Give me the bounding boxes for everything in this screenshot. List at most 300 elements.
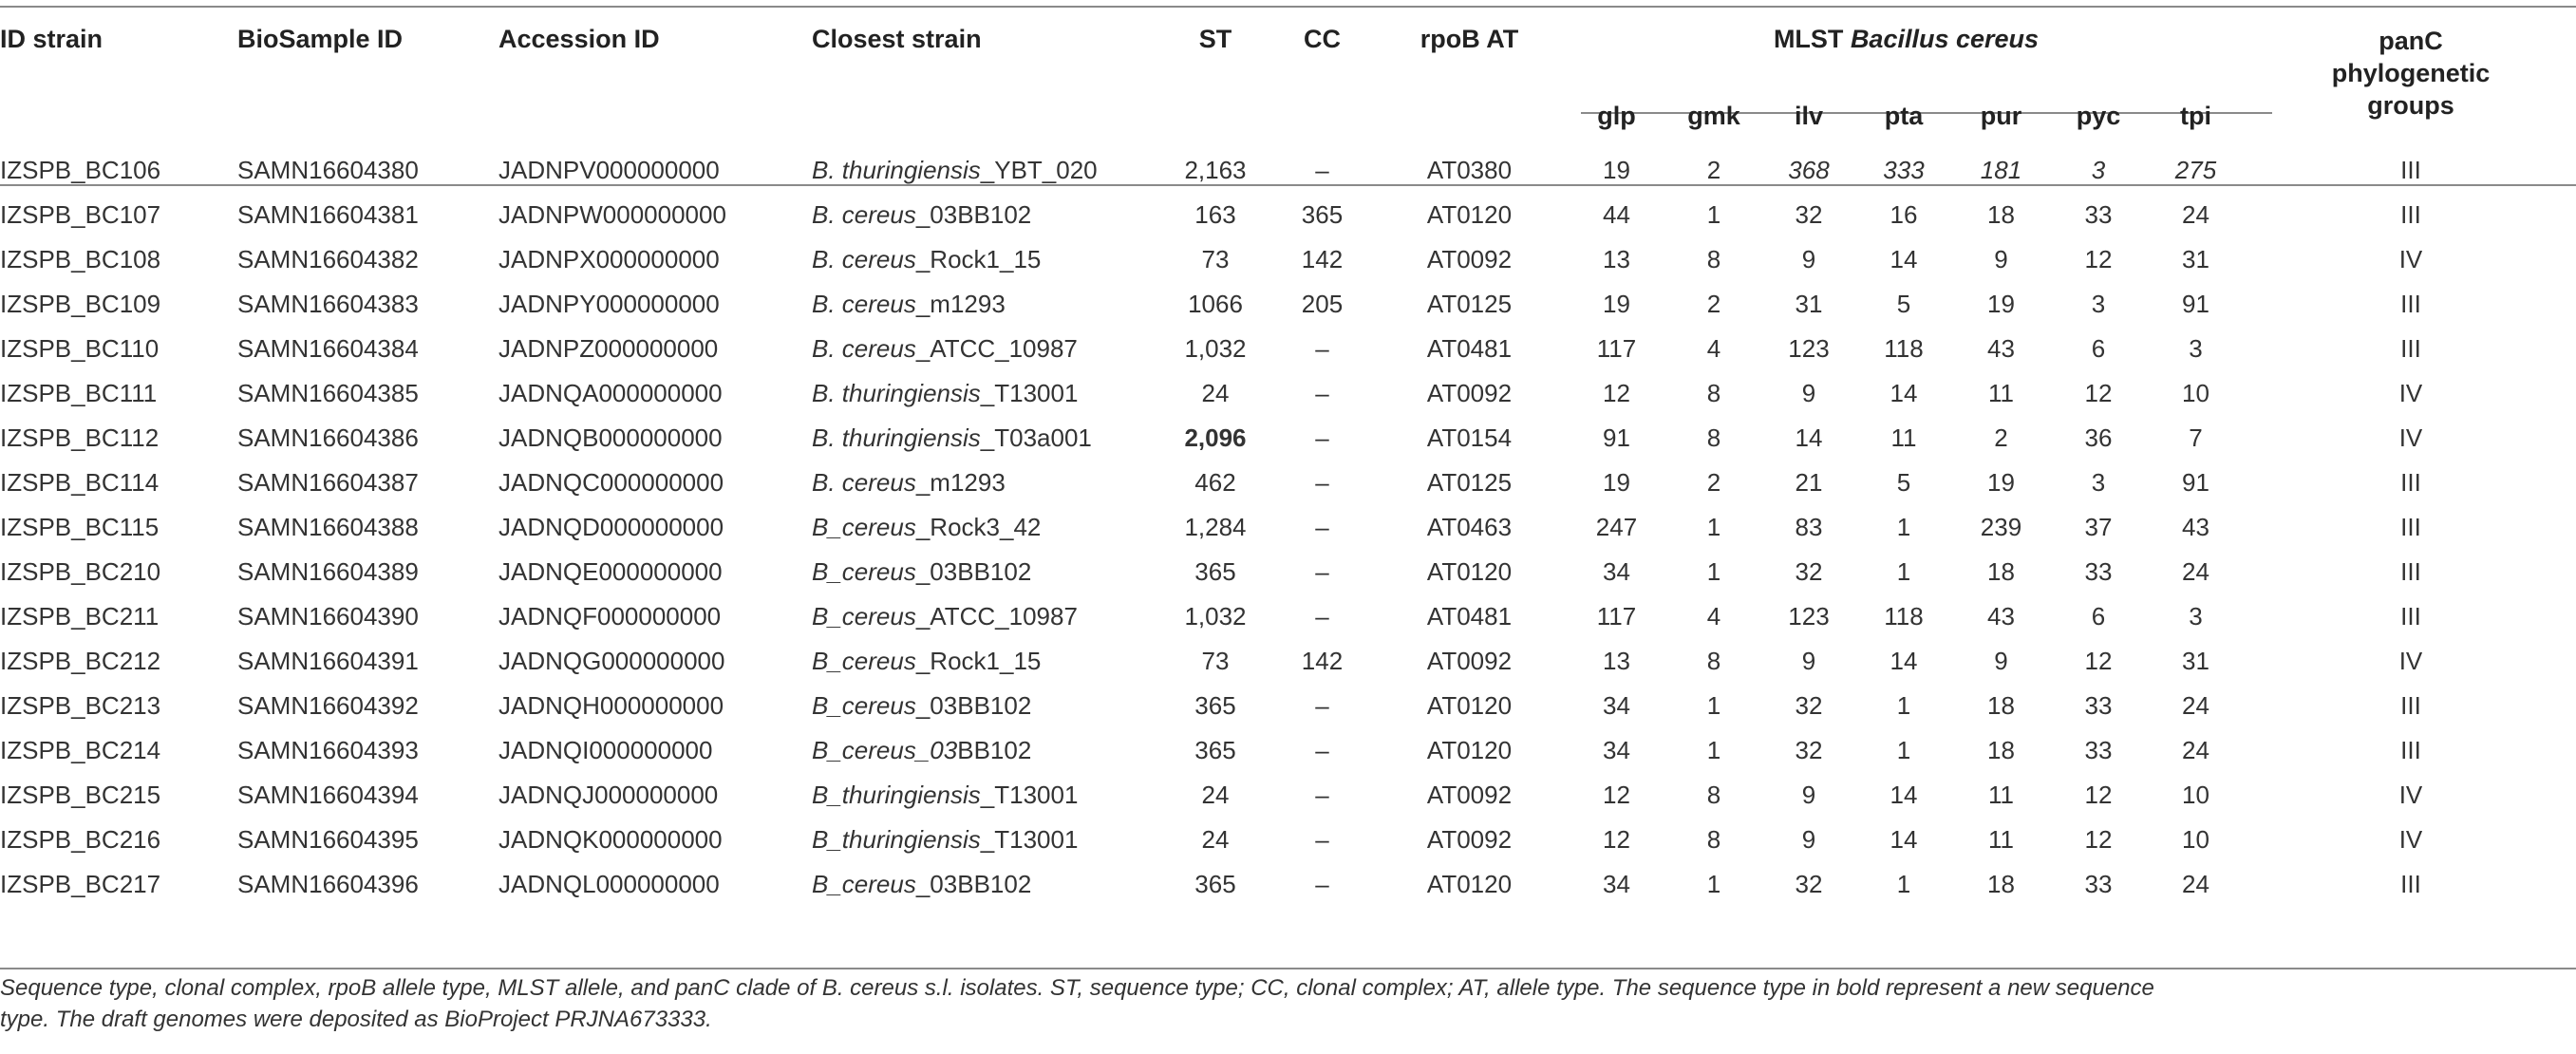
cell-closest-strain xyxy=(812,327,1158,371)
col-biosample: BioSample ID xyxy=(237,25,404,53)
cell-allele: 2 xyxy=(1706,156,1721,184)
table-row xyxy=(0,461,2576,505)
panc-line1: panC xyxy=(2379,27,2443,55)
table-row xyxy=(0,818,2576,862)
cell-allele: 1 xyxy=(1706,513,1721,541)
cell-panc: III xyxy=(2400,334,2421,363)
cell-allele: 14 xyxy=(1890,781,1918,809)
cell-st: 462 xyxy=(1194,468,1236,497)
table-row xyxy=(0,550,2576,594)
table-row xyxy=(0,684,2576,728)
cell-allele: 33 xyxy=(2084,200,2113,229)
cell-cc: – xyxy=(1315,825,1329,854)
cell-allele: 117 xyxy=(1596,602,1637,631)
table-row xyxy=(0,237,2576,282)
cell-allele: 19 xyxy=(1987,468,2015,497)
cell-allele: 333 xyxy=(1883,156,1925,184)
cell-allele: 368 xyxy=(1788,156,1830,184)
cell-rpob: AT0380 xyxy=(1426,156,1513,184)
cell-closest-strain xyxy=(812,148,1158,193)
cell-allele: 33 xyxy=(2084,691,2113,720)
cell-allele: 18 xyxy=(1987,200,2015,229)
table-row xyxy=(0,773,2576,818)
closest-strain-id: _03BB102 xyxy=(915,870,1032,898)
cell-allele: 9 xyxy=(1994,647,2008,675)
cell-allele: 3 xyxy=(2189,334,2203,363)
cell-st: 24 xyxy=(1201,781,1230,809)
cell-biosample: SAMN16604383 xyxy=(237,290,419,318)
col-id-strain: ID strain xyxy=(0,25,103,53)
cell-allele: 2 xyxy=(1706,468,1721,497)
cell-allele: 3 xyxy=(2189,602,2203,631)
cell-allele: 9 xyxy=(1994,245,2008,273)
table-body xyxy=(0,148,2576,907)
closest-genus: B_thuringiensis xyxy=(812,825,981,854)
col-mlst xyxy=(1567,6,2246,84)
col-allele: ilv xyxy=(1794,101,1824,130)
table-caption xyxy=(0,972,2564,1035)
cell-allele: 19 xyxy=(1603,468,1630,497)
cell-biosample: SAMN16604391 xyxy=(237,647,419,675)
cell-closest-strain xyxy=(812,684,1158,728)
cell-panc: IV xyxy=(2398,781,2423,809)
cell-allele: 43 xyxy=(2182,513,2209,541)
cell-accession: JADNQJ000000000 xyxy=(498,781,719,809)
closest-genus: B. cereus xyxy=(812,290,916,318)
cell-cc: 142 xyxy=(1301,245,1344,273)
cell-accession: JADNQD000000000 xyxy=(498,513,724,541)
cell-accession: JADNQK000000000 xyxy=(498,825,723,854)
cell-allele: 10 xyxy=(2182,825,2209,854)
cell-allele: 9 xyxy=(1801,379,1816,407)
col-allele: tpi xyxy=(2180,101,2211,130)
table-row xyxy=(0,282,2576,327)
cell-allele: 31 xyxy=(2182,647,2209,675)
cell-rpob: AT0125 xyxy=(1426,468,1513,497)
cell-panc: IV xyxy=(2398,825,2423,854)
panc-line2: phylogenetic xyxy=(2331,59,2491,87)
cell-allele: 8 xyxy=(1706,647,1721,675)
cell-allele: 34 xyxy=(1603,691,1630,720)
cell-allele: 34 xyxy=(1603,870,1630,898)
cell-st: 2,096 xyxy=(1184,423,1247,452)
cell-cc: – xyxy=(1315,334,1329,363)
closest-genus: B_cereus xyxy=(812,557,916,586)
cell-allele: 18 xyxy=(1987,557,2015,586)
cell-allele: 32 xyxy=(1795,557,1823,586)
cell-allele: 8 xyxy=(1706,423,1721,452)
cell-allele: 1 xyxy=(1896,870,1911,898)
cell-biosample: SAMN16604396 xyxy=(237,870,419,898)
closest-genus: B_cereus xyxy=(812,513,916,541)
cell-id-strain: IZSPB_BC110 xyxy=(0,334,160,363)
cell-allele: 32 xyxy=(1795,691,1823,720)
cell-allele: 18 xyxy=(1987,870,2015,898)
closest-strain-id: _T13001 xyxy=(980,379,1079,407)
cell-biosample: SAMN16604384 xyxy=(237,334,419,363)
closest-strain-id: _Rock1_15 xyxy=(915,647,1042,675)
cell-panc: III xyxy=(2400,513,2421,541)
cell-allele: 12 xyxy=(2084,245,2113,273)
cell-st: 24 xyxy=(1201,379,1230,407)
cell-allele: 247 xyxy=(1595,513,1638,541)
cell-allele: 123 xyxy=(1788,334,1830,363)
cell-closest-strain xyxy=(812,505,1158,550)
cell-biosample: SAMN16604381 xyxy=(237,200,419,229)
cell-allele: 8 xyxy=(1706,379,1721,407)
cell-cc: – xyxy=(1315,379,1329,407)
closest-genus: B. cereus xyxy=(812,245,916,273)
cell-allele: 44 xyxy=(1603,200,1630,229)
cell-panc: III xyxy=(2400,691,2421,720)
cell-cc: 142 xyxy=(1301,647,1344,675)
cell-st: 365 xyxy=(1194,691,1236,720)
cell-rpob: AT0463 xyxy=(1426,513,1513,541)
table-row xyxy=(0,193,2576,237)
cell-allele: 32 xyxy=(1795,870,1823,898)
closest-strain-id: _ATCC_10987 xyxy=(915,602,1078,631)
cell-rpob: AT0125 xyxy=(1426,290,1513,318)
cell-st: 1,032 xyxy=(1184,602,1247,631)
cell-st: 24 xyxy=(1201,825,1230,854)
cell-biosample: SAMN16604386 xyxy=(237,423,419,452)
cell-allele: 4 xyxy=(1706,602,1721,631)
cell-cc: – xyxy=(1315,602,1329,631)
caption-line1: Sequence type, clonal complex, rpoB allele type, MLST allele, and panC clade of B. cereus s.l. isolates. ST, sequence type; CC, clonal complex; AT, allele type. The sequence type in bold represent a new sequence xyxy=(0,975,2154,1001)
cell-allele: 14 xyxy=(1890,379,1918,407)
cell-biosample: SAMN16604393 xyxy=(237,736,419,764)
cell-rpob: AT0481 xyxy=(1426,334,1513,363)
cell-allele: 91 xyxy=(1603,423,1630,452)
cell-id-strain: IZSPB_BC108 xyxy=(0,245,161,273)
closest-genus: B. cereus xyxy=(812,468,916,497)
cell-allele: 13 xyxy=(1603,647,1630,675)
bottom-rule xyxy=(0,968,2576,969)
cell-cc: – xyxy=(1315,156,1329,184)
cell-allele: 31 xyxy=(2182,245,2209,273)
cell-allele: 32 xyxy=(1795,736,1823,764)
cell-cc: – xyxy=(1315,781,1329,809)
cell-allele: 10 xyxy=(2182,379,2209,407)
cell-closest-strain xyxy=(812,416,1158,461)
cell-st: 73 xyxy=(1201,647,1230,675)
cell-closest-strain xyxy=(812,862,1158,907)
cell-allele: 16 xyxy=(1890,200,1918,229)
cell-rpob: AT0092 xyxy=(1426,825,1513,854)
table-row xyxy=(0,639,2576,684)
cell-allele: 8 xyxy=(1706,825,1721,854)
cell-allele: 24 xyxy=(2182,736,2209,764)
cell-allele: 91 xyxy=(2182,468,2209,497)
closest-strain-id: _ATCC_10987 xyxy=(915,334,1078,363)
closest-genus: B_cereus_03 xyxy=(812,736,958,764)
cell-accession: JADNPZ000000000 xyxy=(498,334,719,363)
cell-allele: 3 xyxy=(2091,290,2106,318)
cell-panc: IV xyxy=(2398,379,2423,407)
table-row xyxy=(0,728,2576,773)
cell-id-strain: IZSPB_BC107 xyxy=(0,200,161,229)
cell-accession: JADNQH000000000 xyxy=(498,691,724,720)
cell-allele: 8 xyxy=(1706,245,1721,273)
cell-rpob: AT0120 xyxy=(1426,691,1513,720)
closest-genus: B_thuringiensis xyxy=(812,781,981,809)
cell-accession: JADNPX000000000 xyxy=(498,245,720,273)
cell-allele: 14 xyxy=(1890,647,1918,675)
header-row xyxy=(0,6,2576,84)
cell-allele: 19 xyxy=(1603,290,1630,318)
cell-id-strain: IZSPB_BC211 xyxy=(0,602,160,631)
cell-st: 1,032 xyxy=(1184,334,1247,363)
cell-closest-strain xyxy=(812,282,1158,327)
cell-biosample: SAMN16604382 xyxy=(237,245,419,273)
cell-allele: 12 xyxy=(1603,825,1630,854)
cell-panc: IV xyxy=(2398,423,2423,452)
cell-biosample: SAMN16604380 xyxy=(237,156,419,184)
strain-table xyxy=(0,6,2576,907)
cell-allele: 1 xyxy=(1706,200,1721,229)
cell-accession: JADNQB000000000 xyxy=(498,423,723,452)
table-row xyxy=(0,148,2576,193)
col-closest: Closest strain xyxy=(812,25,982,53)
cell-accession: JADNQE000000000 xyxy=(498,557,723,586)
cell-biosample: SAMN16604385 xyxy=(237,379,419,407)
closest-genus: B_cereus xyxy=(812,870,916,898)
cell-biosample: SAMN16604392 xyxy=(237,691,419,720)
col-allele: pyc xyxy=(2076,101,2121,130)
closest-strain-id: BB102 xyxy=(957,736,1032,764)
cell-allele: 12 xyxy=(2084,647,2113,675)
cell-rpob: AT0092 xyxy=(1426,379,1513,407)
caption-line2: type. The draft genomes were deposited as BioProject PRJNA673333. xyxy=(0,1007,712,1032)
cell-cc: 365 xyxy=(1301,200,1344,229)
cell-biosample: SAMN16604394 xyxy=(237,781,419,809)
cell-allele: 2 xyxy=(1994,423,2008,452)
cell-allele: 13 xyxy=(1603,245,1630,273)
cell-rpob: AT0120 xyxy=(1426,870,1513,898)
cell-closest-strain xyxy=(812,773,1158,818)
cell-allele: 181 xyxy=(1980,156,2022,184)
cell-st: 365 xyxy=(1194,736,1236,764)
cell-allele: 91 xyxy=(2182,290,2209,318)
cell-allele: 2 xyxy=(1706,290,1721,318)
cell-allele: 8 xyxy=(1706,781,1721,809)
cell-accession: JADNQF000000000 xyxy=(498,602,722,631)
cell-accession: JADNPY000000000 xyxy=(498,290,720,318)
cell-allele: 3 xyxy=(2091,468,2106,497)
cell-allele: 33 xyxy=(2084,870,2113,898)
col-panc xyxy=(2246,6,2576,148)
closest-genus: B. cereus xyxy=(812,334,916,363)
table-row xyxy=(0,371,2576,416)
col-rpob: rpoB AT xyxy=(1420,25,1519,53)
cell-id-strain: IZSPB_BC112 xyxy=(0,423,160,452)
cell-cc: – xyxy=(1315,423,1329,452)
cell-panc: III xyxy=(2400,200,2421,229)
cell-st: 2,163 xyxy=(1184,156,1247,184)
cell-st: 73 xyxy=(1201,245,1230,273)
cell-allele: 11 xyxy=(1988,379,2014,407)
cell-allele: 1 xyxy=(1706,870,1721,898)
cell-allele: 36 xyxy=(2084,423,2113,452)
cell-closest-strain xyxy=(812,594,1158,639)
cell-allele: 32 xyxy=(1795,200,1823,229)
cell-allele: 123 xyxy=(1788,602,1830,631)
cell-biosample: SAMN16604387 xyxy=(237,468,419,497)
cell-panc: III xyxy=(2400,870,2421,898)
cell-panc: III xyxy=(2400,602,2421,631)
cell-allele: 6 xyxy=(2091,334,2106,363)
cell-closest-strain xyxy=(812,728,1158,773)
cell-cc: – xyxy=(1315,691,1329,720)
table-row xyxy=(0,505,2576,550)
closest-strain-id: _T13001 xyxy=(980,825,1079,854)
cell-st: 365 xyxy=(1194,870,1236,898)
cell-id-strain: IZSPB_BC212 xyxy=(0,647,161,675)
cell-allele: 43 xyxy=(1987,602,2015,631)
closest-strain-id: _T13001 xyxy=(980,781,1079,809)
closest-genus: B_cereus xyxy=(812,647,916,675)
cell-allele: 11 xyxy=(1988,781,2014,809)
cell-panc: III xyxy=(2400,290,2421,318)
cell-allele: 11 xyxy=(1988,825,2014,854)
cell-allele: 21 xyxy=(1795,468,1823,497)
cell-rpob: AT0154 xyxy=(1426,423,1513,452)
cell-id-strain: IZSPB_BC217 xyxy=(0,870,161,898)
panc-line3: groups xyxy=(2367,91,2454,120)
cell-closest-strain xyxy=(812,818,1158,862)
cell-allele: 6 xyxy=(2091,602,2106,631)
cell-id-strain: IZSPB_BC214 xyxy=(0,736,161,764)
closest-strain-id: _Rock1_15 xyxy=(915,245,1042,273)
cell-allele: 43 xyxy=(1987,334,2015,363)
cell-allele: 24 xyxy=(2182,557,2209,586)
closest-strain-id: _YBT_020 xyxy=(980,156,1098,184)
cell-allele: 18 xyxy=(1987,736,2015,764)
cell-allele: 9 xyxy=(1801,825,1816,854)
cell-panc: IV xyxy=(2398,245,2423,273)
cell-allele: 18 xyxy=(1987,691,2015,720)
cell-panc: IV xyxy=(2398,647,2423,675)
cell-allele: 83 xyxy=(1795,513,1823,541)
cell-allele: 12 xyxy=(2084,379,2113,407)
cell-accession: JADNQG000000000 xyxy=(498,647,725,675)
cell-accession: JADNPW000000000 xyxy=(498,200,726,229)
mlst-prefix: MLST xyxy=(1773,25,1851,53)
cell-cc: – xyxy=(1315,513,1329,541)
cell-st: 1,284 xyxy=(1184,513,1247,541)
cell-allele: 1 xyxy=(1896,691,1911,720)
closest-genus: B. thuringiensis xyxy=(812,156,981,184)
cell-allele: 1 xyxy=(1706,736,1721,764)
col-accession: Accession ID xyxy=(498,25,660,53)
cell-rpob: AT0120 xyxy=(1426,200,1513,229)
cell-allele: 118 xyxy=(1884,334,1924,363)
cell-allele: 5 xyxy=(1896,468,1911,497)
cell-biosample: SAMN16604395 xyxy=(237,825,419,854)
cell-closest-strain xyxy=(812,371,1158,416)
cell-panc: III xyxy=(2400,736,2421,764)
closest-strain-id: _m1293 xyxy=(915,290,1006,318)
cell-panc: III xyxy=(2400,156,2421,184)
cell-allele: 24 xyxy=(2182,200,2209,229)
cell-closest-strain xyxy=(812,639,1158,684)
col-allele: pur xyxy=(1980,101,2022,130)
cell-id-strain: IZSPB_BC106 xyxy=(0,156,161,184)
cell-rpob: AT0481 xyxy=(1426,602,1513,631)
cell-allele: 12 xyxy=(2084,825,2113,854)
cell-biosample: SAMN16604390 xyxy=(237,602,419,631)
cell-allele: 1 xyxy=(1896,513,1911,541)
cell-id-strain: IZSPB_BC213 xyxy=(0,691,161,720)
cell-closest-strain xyxy=(812,237,1158,282)
cell-rpob: AT0092 xyxy=(1426,647,1513,675)
cell-allele: 5 xyxy=(1896,290,1911,318)
table-row xyxy=(0,594,2576,639)
cell-allele: 12 xyxy=(1603,379,1630,407)
table-row xyxy=(0,416,2576,461)
closest-strain-id: _m1293 xyxy=(915,468,1006,497)
closest-genus: B. thuringiensis xyxy=(812,379,981,407)
closest-strain-id: _03BB102 xyxy=(915,200,1032,229)
cell-allele: 118 xyxy=(1884,602,1924,631)
cell-allele: 31 xyxy=(1795,290,1823,318)
cell-allele: 7 xyxy=(2189,423,2203,452)
cell-st: 365 xyxy=(1194,557,1236,586)
cell-allele: 117 xyxy=(1596,334,1637,363)
cell-allele: 3 xyxy=(2091,156,2106,184)
closest-genus: B_cereus xyxy=(812,602,916,631)
cell-cc: 205 xyxy=(1301,290,1344,318)
cell-allele: 11 xyxy=(1890,423,1917,452)
closest-strain-id: _03BB102 xyxy=(915,557,1032,586)
cell-cc: – xyxy=(1315,557,1329,586)
cell-allele: 14 xyxy=(1890,825,1918,854)
cell-closest-strain xyxy=(812,193,1158,237)
cell-biosample: SAMN16604388 xyxy=(237,513,419,541)
cell-allele: 9 xyxy=(1801,647,1816,675)
closest-strain-id: _T03a001 xyxy=(980,423,1092,452)
cell-st: 163 xyxy=(1194,200,1236,229)
cell-panc: III xyxy=(2400,468,2421,497)
cell-accession: JADNQI000000000 xyxy=(498,736,713,764)
col-allele: gmk xyxy=(1687,101,1740,130)
cell-rpob: AT0092 xyxy=(1426,245,1513,273)
closest-genus: B. thuringiensis xyxy=(812,423,981,452)
cell-id-strain: IZSPB_BC115 xyxy=(0,513,160,541)
cell-closest-strain xyxy=(812,550,1158,594)
cell-accession: JADNQL000000000 xyxy=(498,870,720,898)
cell-allele: 275 xyxy=(2174,156,2217,184)
col-allele: glp xyxy=(1597,101,1636,130)
table-row xyxy=(0,862,2576,907)
cell-id-strain: IZSPB_BC111 xyxy=(0,379,158,407)
cell-id-strain: IZSPB_BC109 xyxy=(0,290,161,318)
cell-accession: JADNPV000000000 xyxy=(498,156,720,184)
cell-accession: JADNQA000000000 xyxy=(498,379,723,407)
cell-allele: 19 xyxy=(1987,290,2015,318)
cell-cc: – xyxy=(1315,736,1329,764)
cell-rpob: AT0092 xyxy=(1426,781,1513,809)
cell-allele: 33 xyxy=(2084,736,2113,764)
cell-allele: 1 xyxy=(1706,691,1721,720)
cell-allele: 14 xyxy=(1795,423,1823,452)
cell-allele: 24 xyxy=(2182,870,2209,898)
cell-rpob: AT0120 xyxy=(1426,557,1513,586)
cell-allele: 33 xyxy=(2084,557,2113,586)
closest-strain-id: _03BB102 xyxy=(915,691,1032,720)
cell-panc: III xyxy=(2400,557,2421,586)
cell-biosample: SAMN16604389 xyxy=(237,557,419,586)
